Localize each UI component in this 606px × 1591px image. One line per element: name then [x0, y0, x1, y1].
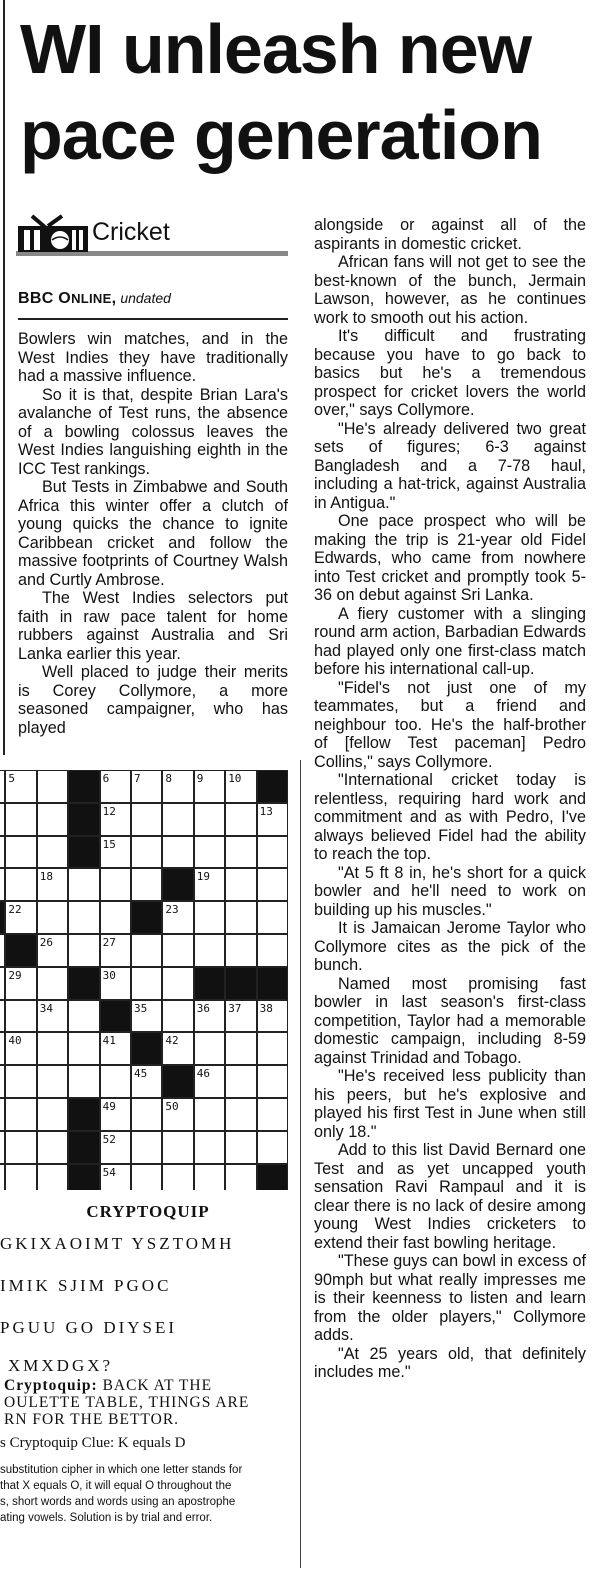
- crossword-cell: [5, 901, 36, 934]
- crossword-clue-number: 52: [102, 1132, 116, 1146]
- crossword-black-cell: [68, 967, 99, 1000]
- crossword-cell: [257, 1131, 288, 1164]
- crossword-clue-number: 46: [196, 1067, 211, 1081]
- crossword-black-cell: [131, 901, 162, 934]
- crossword-cell: [100, 901, 131, 934]
- article-column-1: [18, 330, 288, 737]
- crossword-cell: [100, 1164, 131, 1190]
- crossword-cell: [257, 901, 288, 934]
- crossword-cell: [257, 1032, 288, 1065]
- paragraph: alongside or against all of the aspirants in domestic cricket.: [314, 216, 586, 253]
- headline: [20, 6, 600, 178]
- paragraph: So it is that, despite Brian Lara's avalanche of Test runs, the absence of a bowling colossus leaves the West Indies languishing eighth in the ICC Test rankings.: [18, 385, 288, 478]
- crossword-cell: [5, 1000, 36, 1033]
- article-column-2: [314, 216, 586, 1382]
- crossword-cell: [225, 770, 256, 803]
- crossword-cell: [162, 934, 193, 967]
- crossword-cell: [131, 1164, 162, 1190]
- paragraph: The West Indies selectors put faith in raw pace talent for home rubbers against Australia and Sri Lanka earlier this year.: [18, 589, 288, 663]
- crossword-puzzle: [0, 770, 290, 1190]
- paragraph: But Tests in Zimbabwe and South Africa this winter offer a clutch of young quicks the chance to ignite Caribbean cricket and follow the massive footprints of Courtney Walsh and Curtly Ambrose.: [18, 478, 288, 589]
- crossword-black-cell: [68, 836, 99, 869]
- paragraph: "He's received less publicity than his peers, but he's explosive and played his first Test in June when still only 18.": [314, 1067, 586, 1141]
- crossword-clue-number: 37: [228, 1001, 242, 1015]
- crossword-black-cell: [68, 1164, 99, 1190]
- crossword-cell: [225, 1000, 256, 1033]
- crossword-cell: [194, 836, 225, 869]
- crossword-cell: [257, 803, 288, 836]
- source-comma: ,: [111, 290, 117, 307]
- crossword-divider: [300, 760, 301, 1568]
- crossword-cell: [225, 1098, 256, 1131]
- crossword-cell: [225, 1065, 256, 1098]
- paragraph: African fans will not get to see the best-known of the bunch, Jermain Lawson, however, as he continues work to smooth out his action.: [314, 253, 586, 327]
- crossword-black-cell: [68, 803, 99, 836]
- paragraph: Well placed to judge their merits is Corey Collymore, a more seasoned campaigner, who has played: [18, 663, 288, 737]
- crossword-clue-number: 36: [196, 1001, 211, 1015]
- cryptoquip-line: GKIXAOIMT YSZTOMH: [0, 1234, 235, 1253]
- cryptoquip-line: IMIK SJIM PGOC: [0, 1276, 172, 1295]
- crossword-clue-number: 45: [134, 1067, 148, 1081]
- cryptoquip-instructions: substitution cipher in which one letter stands for that X equals O, it will equal O throughout the s, short words and words using an apostrophe ating vowels. Solution is by trial and error.: [0, 1464, 243, 1524]
- crossword-cell: [194, 901, 225, 934]
- crossword-cell: [162, 803, 193, 836]
- crossword-cell: [131, 1131, 162, 1164]
- crossword-clue-number: 42: [165, 1034, 179, 1048]
- crossword-cell: [162, 1131, 193, 1164]
- crossword-cell: [162, 967, 193, 1000]
- paragraph: Add to this list David Bernard one Test and as yet uncapped youth sensation Ravi Rampaul and it is clear there is no lack of desire among young West Indies cricketers to extend their fast bowling heritage.: [314, 1141, 586, 1252]
- crossword-cell: [37, 1164, 68, 1190]
- cryptoquip-clue: s Cryptoquip Clue: K equals D: [0, 1435, 186, 1451]
- crossword-cell: [257, 934, 288, 967]
- crossword-cell: [5, 1131, 36, 1164]
- paragraph: "International cricket today is relentless, requiring hard work and commitment and as with Pedro, I've always believed Fidel had the ability to reach the top.: [314, 771, 586, 863]
- crossword-black-cell: [68, 1098, 99, 1131]
- cryptoquip-solution-text: BACK AT THE OULETTE TABLE, THINGS ARE RN FOR THE BETTOR.: [4, 1377, 250, 1428]
- crossword-cell: [100, 934, 131, 967]
- crossword-cell: [131, 1065, 162, 1098]
- source-outlet-prefix: BBC O: [18, 290, 72, 307]
- crossword-cell: [37, 1098, 68, 1131]
- cryptoquip-solution-label: Cryptoquip:: [4, 1377, 98, 1394]
- crossword-black-cell: [162, 1065, 193, 1098]
- crossword-black-cell: [68, 770, 99, 803]
- crossword-clue-number: 9: [196, 772, 204, 785]
- crossword-cell: [37, 901, 68, 934]
- crossword-cell: [225, 901, 256, 934]
- crossword-cell: [194, 1032, 225, 1065]
- crossword-cell: [68, 1032, 99, 1065]
- crossword-cell: [162, 836, 193, 869]
- crossword-clue-number: 40: [8, 1034, 22, 1048]
- crossword-cell: [257, 1065, 288, 1098]
- crossword-clue-number: 26: [39, 936, 54, 949]
- crossword-cell: [100, 1098, 131, 1131]
- paragraph: Bowlers win matches, and in the West Indies they have traditionally had a massive influence.: [18, 330, 288, 385]
- crossword-black-cell: [5, 934, 36, 967]
- crossword-cell: [68, 868, 99, 901]
- paragraph: It's difficult and frustrating because you have to go back to basics but he's a tremendous prospect for cricket lovers the world over," says Collymore.: [314, 327, 586, 419]
- crossword-cell: [131, 770, 162, 803]
- crossword-cell: [68, 934, 99, 967]
- crossword-clue-number: 12: [102, 804, 116, 818]
- paragraph: It is Jamaican Jerome Taylor who Collymore cites as the pick of the bunch.: [314, 919, 586, 974]
- source-line: [18, 290, 288, 320]
- crossword-cell: [225, 1164, 256, 1190]
- crossword-black-cell: [257, 1164, 288, 1190]
- crossword-cell: [194, 803, 225, 836]
- crossword-clue-number: 54: [102, 1165, 116, 1179]
- crossword-black-cell: [257, 967, 288, 1000]
- crossword-clue-number: 38: [259, 1001, 273, 1015]
- crossword-cell: [100, 1065, 131, 1098]
- crossword-clue-number: 34: [39, 1001, 54, 1015]
- crossword-clue-number: 27: [102, 936, 116, 949]
- cryptoquip-line: XMXDGX?: [8, 1356, 114, 1375]
- crossword-cell: [194, 1164, 225, 1190]
- paragraph: One pace prospect who will be making the trip is 21-year old Fidel Edwards, who came from nowhere into Test cricket and promptly took 5-36 on debut against Sri Lanka.: [314, 512, 586, 604]
- section-label: Cricket: [92, 218, 170, 246]
- crossword-cell: [100, 1032, 131, 1065]
- crossword-cell: [5, 803, 36, 836]
- cryptoquip-title: CRYPTOQUIP: [86, 1202, 210, 1221]
- crossword-black-cell: [162, 868, 193, 901]
- crossword-cell: [37, 868, 68, 901]
- crossword-black-cell: [194, 967, 225, 1000]
- crossword-cell: [37, 1000, 68, 1033]
- crossword-black-cell: [225, 967, 256, 1000]
- crossword-cell: [100, 836, 131, 869]
- crossword-cell: [131, 1000, 162, 1033]
- crossword-black-cell: [68, 1131, 99, 1164]
- crossword-cell: [37, 1032, 68, 1065]
- column-rule: [3, 0, 5, 755]
- crossword-cell: [5, 967, 36, 1000]
- crossword-cell: [131, 934, 162, 967]
- crossword-black-cell: [100, 1000, 131, 1033]
- source-outlet-rest: NLINE: [71, 291, 112, 306]
- crossword-cell: [5, 1098, 36, 1131]
- crossword-clue-number: 29: [8, 968, 22, 982]
- crossword-cell: [68, 1000, 99, 1033]
- crossword-cell: [100, 770, 131, 803]
- paragraph: "At 5 ft 8 in, he's short for a quick bowler and he'll need to work on building up his muscles.": [314, 863, 586, 919]
- crossword-cell: [131, 967, 162, 1000]
- crossword-clue-number: 18: [39, 870, 54, 884]
- crossword-cell: [131, 803, 162, 836]
- crossword-cell: [257, 1098, 288, 1131]
- crossword-cell: [5, 1032, 36, 1065]
- crossword-cell: [194, 1000, 225, 1033]
- cryptoquip-solution: [4, 1377, 296, 1428]
- section-header: [16, 208, 288, 256]
- crossword-cell: [68, 1065, 99, 1098]
- cricket-bats-ball-icon: [16, 214, 90, 254]
- crossword-clue-number: 22: [8, 903, 22, 917]
- crossword-cell: [194, 1098, 225, 1131]
- crossword-cell: [194, 770, 225, 803]
- crossword-cell: [37, 967, 68, 1000]
- crossword-cell: [131, 1098, 162, 1131]
- crossword-cell: [5, 770, 36, 803]
- crossword-clue-number: 30: [102, 968, 116, 982]
- paragraph: "These guys can bowl in excess of 90mph but what really impresses me is their keenness to listen and learn from the older players," Collymore adds.: [314, 1252, 586, 1344]
- crossword-cell: [162, 1098, 193, 1131]
- crossword-cell: [194, 934, 225, 967]
- crossword-cell: [194, 1131, 225, 1164]
- crossword-cell: [257, 868, 288, 901]
- crossword-cell: [37, 803, 68, 836]
- paragraph: Named most promising fast bowler in last season's first-class competition, Taylor had a memorable domestic campaign, including 8-59 against Trinidad and Tobago.: [314, 974, 586, 1067]
- crossword-cell: [131, 868, 162, 901]
- crossword-cell: [5, 868, 36, 901]
- crossword-cell: [68, 901, 99, 934]
- crossword-cell: [37, 770, 68, 803]
- paragraph: A fiery customer with a slinging round arm action, Barbadian Edwards had played only one first-class match before his international call-up.: [314, 604, 586, 678]
- crossword-clue-number: 35: [134, 1001, 148, 1015]
- crossword-clue-number: 10: [228, 772, 242, 785]
- crossword-cell: [162, 770, 193, 803]
- crossword-clue-number: 19: [196, 870, 211, 884]
- source-date: undated: [120, 290, 171, 306]
- crossword-cell: [100, 967, 131, 1000]
- headline-line-2: pace generation: [20, 96, 542, 174]
- crossword-cell: [225, 868, 256, 901]
- crossword-clue-number: 23: [165, 903, 179, 917]
- crossword-cell: [162, 901, 193, 934]
- crossword-clue-number: 6: [102, 772, 110, 785]
- crossword-black-cell: [131, 1032, 162, 1065]
- paragraph: "Fidel's not just one of my teammates, but a friend and neighbour too. He's the half-brother of [fellow Test paceman] Pedro Collins," says Collymore.: [314, 678, 586, 771]
- crossword-clue-number: 7: [134, 772, 141, 785]
- crossword-cell: [100, 1131, 131, 1164]
- crossword-cell: [225, 803, 256, 836]
- crossword-clue-number: 50: [165, 1100, 179, 1113]
- paragraph: "At 25 years old, that definitely includes me.": [314, 1344, 586, 1381]
- headline-line-1: WI unleash new: [20, 10, 532, 88]
- crossword-clue-number: 15: [102, 837, 116, 851]
- crossword-cell: [37, 1131, 68, 1164]
- crossword-clue-number: 5: [8, 772, 16, 785]
- crossword-cell: [5, 836, 36, 869]
- crossword-cell: [162, 1164, 193, 1190]
- crossword-cell: [194, 1065, 225, 1098]
- crossword-cell: [257, 1000, 288, 1033]
- crossword-cell: [37, 1065, 68, 1098]
- crossword-cell: [5, 1164, 36, 1190]
- crossword-cell: [162, 1032, 193, 1065]
- crossword-cell: [225, 836, 256, 869]
- crossword-cell: [194, 868, 225, 901]
- crossword-cell: [225, 934, 256, 967]
- crossword-cell: [162, 1000, 193, 1033]
- crossword-clue-number: 41: [102, 1034, 116, 1048]
- crossword-cell: [37, 836, 68, 869]
- crossword-cell: [5, 1065, 36, 1098]
- crossword-cell: [100, 803, 131, 836]
- crossword-clue-number: 8: [165, 772, 173, 785]
- crossword-cell: [225, 1032, 256, 1065]
- cryptoquip-line: PGUU GO DIYSEI: [0, 1318, 178, 1337]
- crossword-clue-number: 13: [259, 804, 273, 818]
- crossword-black-cell: [257, 770, 288, 803]
- crossword-cell: [37, 934, 68, 967]
- crossword-cell: [257, 836, 288, 869]
- crossword-cell: [225, 1131, 256, 1164]
- crossword-cell: [100, 868, 131, 901]
- crossword-cell: [131, 836, 162, 869]
- paragraph: "He's already delivered two great sets of figures; 6-3 against Bangladesh and a 7-78 haul, including a hat-trick, against Australia in Antigua.": [314, 419, 586, 512]
- crossword-clue-number: 49: [102, 1100, 116, 1113]
